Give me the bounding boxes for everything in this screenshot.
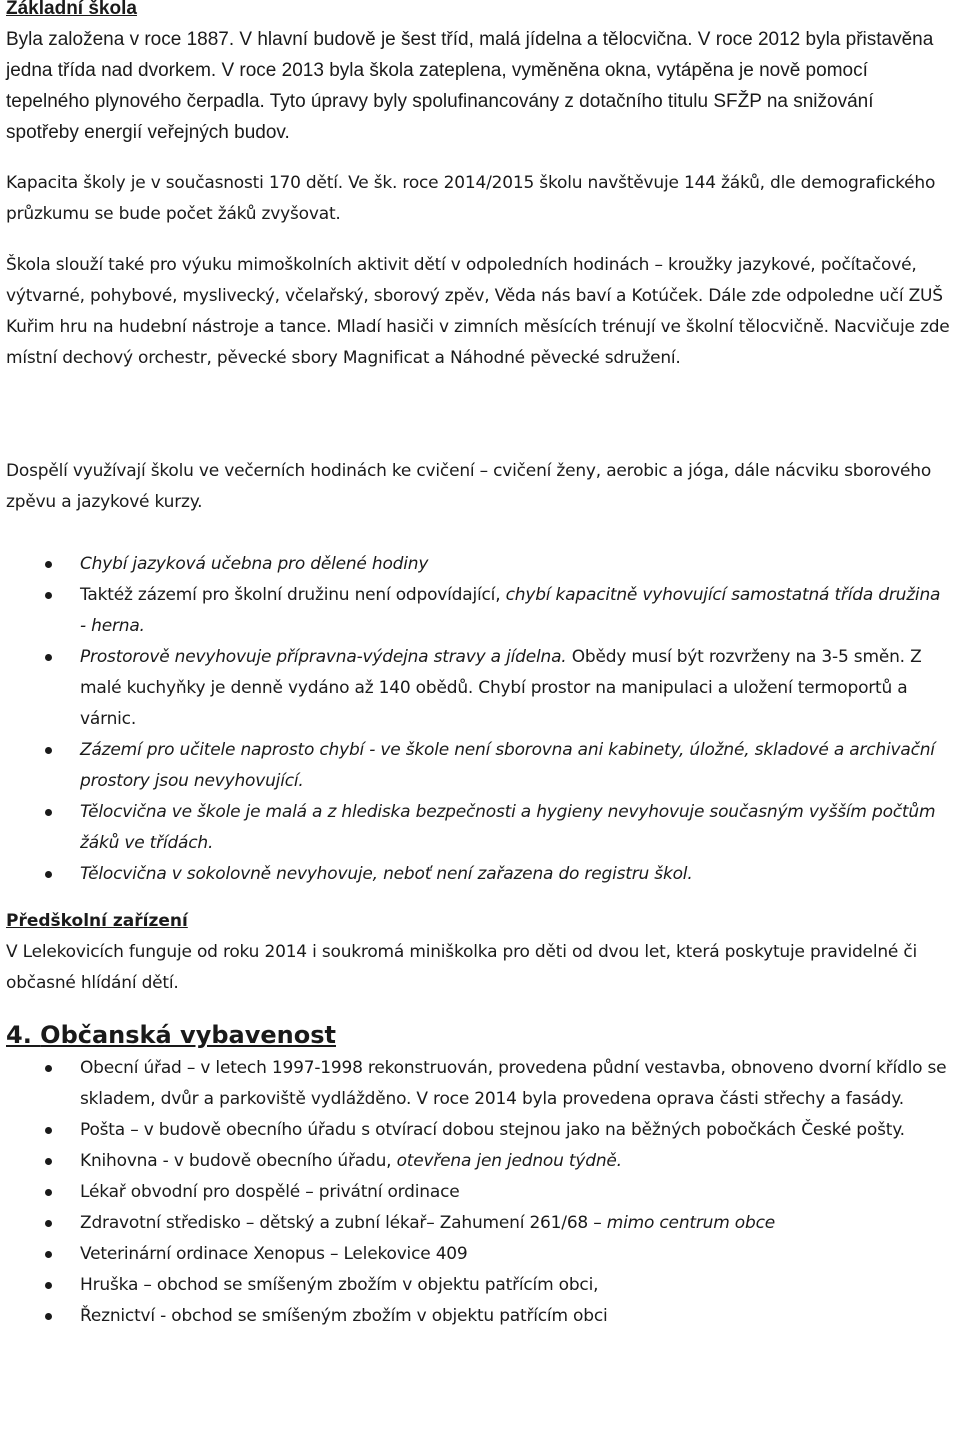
list-item: Veterinární ordinace Xenopus – Lelekovice 409 <box>6 1239 950 1270</box>
school-heading: Základní škola <box>6 0 137 19</box>
list-item: Obecní úřad – v letech 1997-1998 rekonstruován, provedena půdní vestavba, obnoveno dvorní křídlo se skladem, dvůr a parkoviště vydlážděno. V roce 2014 byla provedena oprava části střechy a fasády. <box>6 1053 950 1115</box>
civic-list <box>6 1053 950 1332</box>
civic-heading: 4. Občanská vybavenost <box>6 1021 336 1049</box>
list-item: Pošta – v budově obecního úřadu s otvírací dobou stejnou jako na běžných pobočkách České pošty. <box>6 1115 950 1146</box>
list-item: Knihovna - v budově obecního úřadu, otevřena jen jednou týdně. <box>6 1146 950 1177</box>
list-item: Řeznictví - obchod se smíšeným zbožím v objektu patřícím obci <box>6 1301 950 1332</box>
list-item: Zdravotní středisko – dětský a zubní lékař– Zahumení 261/68 – mimo centrum obce <box>6 1208 950 1239</box>
school-paragraph-activities: Škola slouží také pro výuku mimoškolních aktivit dětí v odpoledních hodinách – kroužky jazykové, počítačové, výtvarné, pohybové, myslivecký, včelařský, sborový zpěv, Věda nás baví a Kotúček. Dále zde odpoledne učí ZUŠ Kuřim hru na hudební nástroje a tance. Mladí hasiči v zimních měsících trénují ve školní tělocvičně. Nacvičuje zde místní dechový orchestr, pěvecké sbory Magnificat a Náhodné pěvecké sdružení. <box>6 255 950 368</box>
preschool-heading: Předškolní zařízení <box>6 911 188 931</box>
list-item: Prostorově nevyhovuje přípravna-výdejna stravy a jídelna. Obědy musí být rozvrženy na 3-5 směn. Z malé kuchyňky je denně vydáno až 140 obědů. Chybí prostor na manipulaci a uložení termoportů a várnic. <box>6 642 950 735</box>
list-item: Hruška – obchod se smíšeným zbožím v objektu patřícím obci, <box>6 1270 950 1301</box>
problems-list <box>6 549 950 890</box>
list-item: Lékař obvodní pro dospělé – privátní ordinace <box>6 1177 950 1208</box>
school-paragraph-history: Byla založena v roce 1887. V hlavní budově je šest tříd, malá jídelna a tělocvična. V roce 2012 byla přistavěna jedna třída nad dvorkem. V roce 2013 byla škola zateplena, vyměněna okna, vytápěna je nově pomocí tepelného plynového čerpadla. Tyto úpravy byly spolufinancovány z dotačního titulu SFŽP na snižování spotřeby energií veřejných budov. <box>6 29 934 143</box>
list-item: Tělocvična v sokolovně nevyhovuje, neboť není zařazena do registru škol. <box>6 859 950 890</box>
list-item: Tělocvična ve škole je malá a z hlediska bezpečnosti a hygieny nevyhovuje současným vyšším počtům žáků ve třídách. <box>6 797 950 859</box>
school-paragraph-adults: Dospělí využívají školu ve večerních hodinách ke cvičení – cvičení ženy, aerobic a jóga, dále nácviku sborového zpěvu a jazykové kurzy. <box>6 461 932 512</box>
preschool-text: V Lelekovicích funguje od roku 2014 i soukromá miniškolka pro děti od dvou let, která poskytuje pravidelné či občasné hlídání dětí. <box>6 942 918 993</box>
list-item: Zázemí pro učitele naprosto chybí - ve škole není sborovna ani kabinety, úložné, skladové a archivační prostory jsou nevyhovující. <box>6 735 950 797</box>
list-item: Taktéž zázemí pro školní družinu není odpovídající, chybí kapacitně vyhovující samostatná třída družina - herna. <box>6 580 950 642</box>
list-item: Chybí jazyková učebna pro dělené hodiny <box>6 549 950 580</box>
school-paragraph-capacity: Kapacita školy je v současnosti 170 dětí. Ve šk. roce 2014/2015 školu navštěvuje 144 žáků, dle demografického průzkumu se bude počet žáků zvyšovat. <box>6 173 936 224</box>
